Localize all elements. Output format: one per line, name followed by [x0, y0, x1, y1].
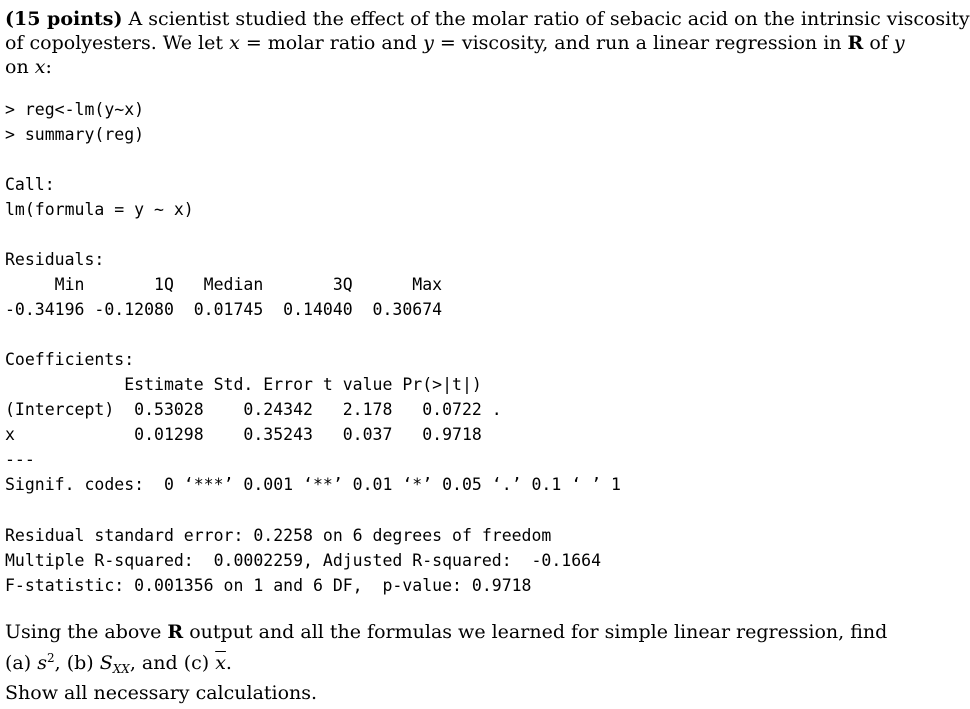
intro-text-2b: = molar ratio and — [239, 32, 424, 54]
r-label-2: R — [167, 621, 184, 643]
intro-text-2a: of copolyesters. We let — [5, 32, 230, 54]
question-text-1b: output and all the formulas we learned for simple linear regression, find — [183, 621, 888, 643]
code-cmd-1: > reg<-lm(y~x) — [5, 100, 145, 119]
call-header: Call: — [5, 175, 55, 194]
s-exponent: 2 — [46, 651, 55, 665]
residuals-values: -0.34196 -0.12080 0.01745 0.14040 0.30674 — [5, 300, 443, 319]
points-label: (15 points) — [5, 8, 123, 30]
coefficients-header: Coefficients: — [5, 350, 135, 369]
separator: --- — [5, 450, 35, 469]
intro-text-2d: of — [863, 32, 894, 54]
xbar-symbol: $\overline{x}$ — [215, 652, 226, 674]
var-x: x — [229, 32, 240, 54]
s-symbol: s — [37, 652, 47, 674]
part-b-label: , (b) — [54, 652, 100, 674]
intro-text-2c: = viscosity, and run a linear regression in — [433, 32, 848, 54]
problem-line-2 — [5, 29, 905, 57]
var-y: y — [423, 32, 434, 54]
signif-codes: Signif. codes: 0 ‘***’ 0.001 ‘**’ 0.01 ‘*’ 0.05 ‘.’ 0.1 ‘ ’ 1 — [5, 475, 621, 494]
r-squared: Multiple R-squared: 0.0002259, Adjusted R-squared: -0.1664 — [5, 551, 602, 570]
intro-text-3a: on — [5, 56, 35, 78]
coefficients-row-x: x 0.01298 0.35243 0.037 0.9718 — [5, 425, 482, 444]
coefficients-row-intercept: (Intercept) 0.53028 0.24342 2.178 0.0722 . — [5, 400, 502, 419]
residuals-header: Residuals: — [5, 250, 105, 269]
sxx-symbol: S — [99, 652, 113, 674]
code-cmd-2: > summary(reg) — [5, 125, 145, 144]
question-period: . — [225, 652, 232, 674]
problem-line-3 — [5, 53, 52, 81]
question-text-1a: Using the above — [5, 621, 168, 643]
sxx-subscript: XX — [112, 662, 130, 676]
question-line-2 — [5, 649, 232, 677]
residuals-columns: Min 1Q Median 3Q Max — [5, 275, 443, 294]
intro-text-3b: : — [45, 56, 52, 78]
residual-standard-error: Residual standard error: 0.2258 on 6 degrees of freedom — [5, 526, 552, 545]
var-y-2: y — [893, 32, 905, 54]
part-a-label: (a) — [5, 652, 38, 674]
r-label: R — [847, 32, 864, 54]
intro-text-1: A scientist studied the effect of the molar ratio of sebacic acid on the intrinsic viscosity — [122, 8, 970, 30]
part-c-label: , and (c) — [129, 652, 216, 674]
call-formula: lm(formula = y ~ x) — [5, 200, 194, 219]
coefficients-columns: Estimate Std. Error t value Pr(>|t|) — [5, 375, 482, 394]
question-line-3: Show all necessary calculations. — [5, 682, 318, 704]
var-x-2: x — [34, 56, 46, 78]
question-line-1 — [5, 618, 887, 646]
f-statistic: F-statistic: 0.001356 on 1 and 6 DF, p-value: 0.9718 — [5, 576, 532, 595]
